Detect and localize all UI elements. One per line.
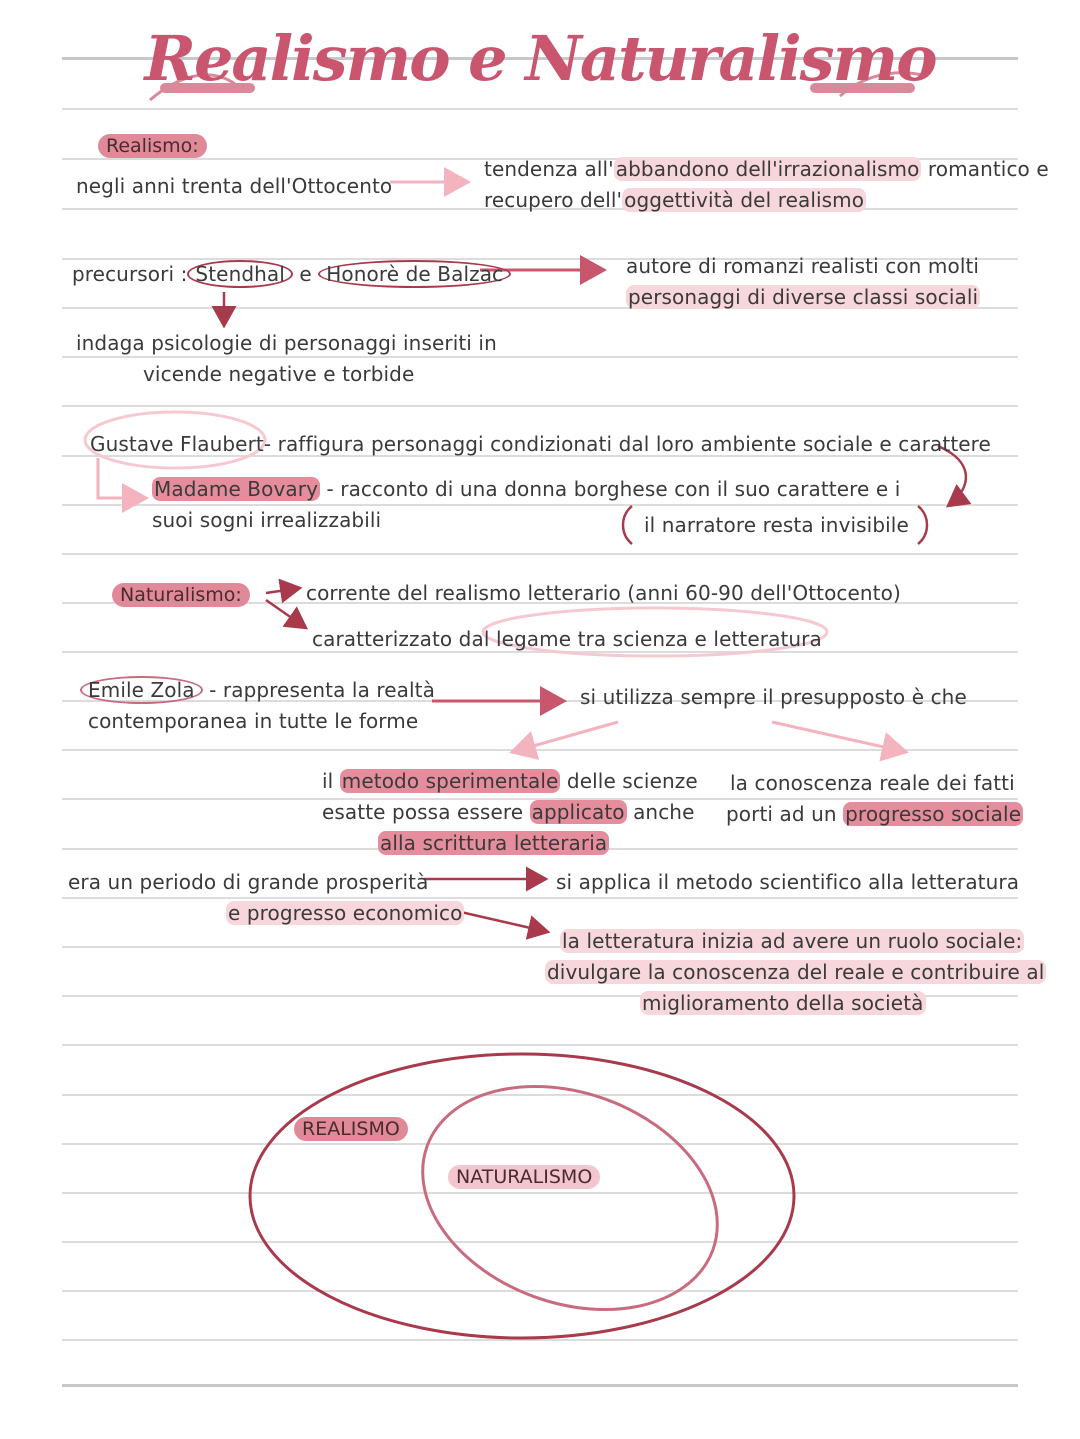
bovary-desc: - racconto di una donna borghese con il suo carattere e i: [320, 477, 901, 501]
conoscenza-text: porti ad un: [726, 802, 844, 826]
arrow-conoscenza: [772, 722, 906, 752]
balzac-highlight: personaggi di diverse classi sociali: [628, 285, 979, 309]
conoscenza-line-1: la conoscenza reale dei fatti: [730, 771, 1015, 795]
tendenza-text: romantico e: [921, 157, 1049, 181]
metodo-text: anche: [626, 800, 695, 824]
precursori-line: [72, 261, 511, 287]
applica-line: si applica il metodo scientifico alla letteratura: [556, 870, 1020, 894]
bovary-highlight: Madame Bovary: [154, 477, 319, 501]
legame-line: caratterizzato dal legame tra scienza e letteratura: [312, 627, 822, 651]
paren-left: [623, 506, 632, 544]
metodo-line-3: [378, 830, 609, 856]
corrente-line: corrente del realismo letterario (anni 60-90 dell'Ottocento): [306, 581, 901, 605]
metodo-line-1: [322, 768, 698, 794]
periodo-highlight: e progresso economico: [228, 901, 463, 925]
paren-right: [918, 506, 927, 544]
realismo-periodo: negli anni trenta dell'Ottocento: [76, 174, 393, 198]
ruolo-line-3: [640, 990, 926, 1016]
tendenza-text: recupero dell': [484, 188, 623, 212]
metodo-line-2: [322, 799, 694, 825]
tendenza-line-2: [484, 187, 866, 213]
tendenza-highlight: abbandono dell'irrazionalismo: [615, 157, 920, 181]
realismo-tag: Realismo:: [98, 134, 207, 158]
naturalismo-diagram-label: NATURALISMO: [448, 1165, 600, 1189]
periodo-line-2: [226, 900, 464, 926]
applicato-highlight: applicato: [531, 800, 625, 824]
metodo-highlight: metodo sperimentale: [341, 769, 559, 793]
metodo-text: delle scienze: [560, 769, 698, 793]
arrow-corrente: [266, 588, 300, 593]
tendenza-line-1: [484, 156, 1049, 182]
zola-line-2: contemporanea in tutte le forme: [88, 709, 419, 733]
oggettivita-highlight: oggettività del realismo: [624, 188, 865, 212]
narratore-note: il narratore resta invisibile: [644, 513, 909, 537]
conoscenza-line-2: [726, 801, 1023, 827]
bovary-line-2: suoi sogni irrealizzabili: [152, 508, 382, 532]
stendhal-desc-1: indaga psicologie di personaggi inseriti in: [76, 331, 497, 355]
stendhal-name: Stendhal: [187, 260, 293, 288]
arrow-legame: [266, 600, 306, 628]
naturalismo-ellipse: [391, 1047, 748, 1348]
progresso-highlight: progresso sociale: [845, 802, 1022, 826]
balzac-desc-1: autore di romanzi realisti con molti: [626, 254, 980, 278]
arrow-ruolo: [452, 910, 548, 932]
zola-name: Emile Zola: [80, 676, 203, 704]
zola-desc: - rappresenta la realtà: [209, 678, 435, 702]
metodo-text: esatte possa essere: [322, 800, 530, 824]
ruolo-highlight: miglioramento della società: [642, 991, 924, 1015]
balzac-desc-2: [626, 284, 980, 310]
zola-line-1: [80, 677, 435, 703]
scrittura-highlight: alla scrittura letteraria: [380, 831, 608, 855]
bovary-line-1: [152, 476, 900, 502]
arrow-metodo: [512, 722, 618, 752]
ruolo-line-1: [560, 928, 1024, 954]
ruolo-highlight: divulgare la conoscenza del reale e contribuire al: [547, 960, 1045, 984]
conjunction: e: [299, 262, 312, 286]
page-title: Realismo e Naturalismo: [144, 22, 936, 95]
periodo-line-1: era un periodo di grande prosperità: [68, 870, 429, 894]
naturalismo-tag: Naturalismo:: [112, 583, 250, 607]
stendhal-desc-2: vicende negative e torbide: [143, 362, 415, 386]
balzac-name: Honorè de Balzac: [318, 260, 511, 288]
ruolo-line-2: [545, 959, 1046, 985]
tendenza-text: tendenza all': [484, 157, 614, 181]
precursori-label: precursori :: [72, 262, 188, 286]
ruolo-highlight: la letteratura inizia ad avere un ruolo sociale:: [562, 929, 1023, 953]
realismo-diagram-label: REALISMO: [294, 1117, 408, 1141]
metodo-text: il: [322, 769, 340, 793]
presupposto-line: si utilizza sempre il presupposto è che: [580, 685, 967, 709]
flaubert-line: Gustave Flaubert- raffigura personaggi condizionati dal loro ambiente sociale e carattere: [90, 432, 991, 456]
